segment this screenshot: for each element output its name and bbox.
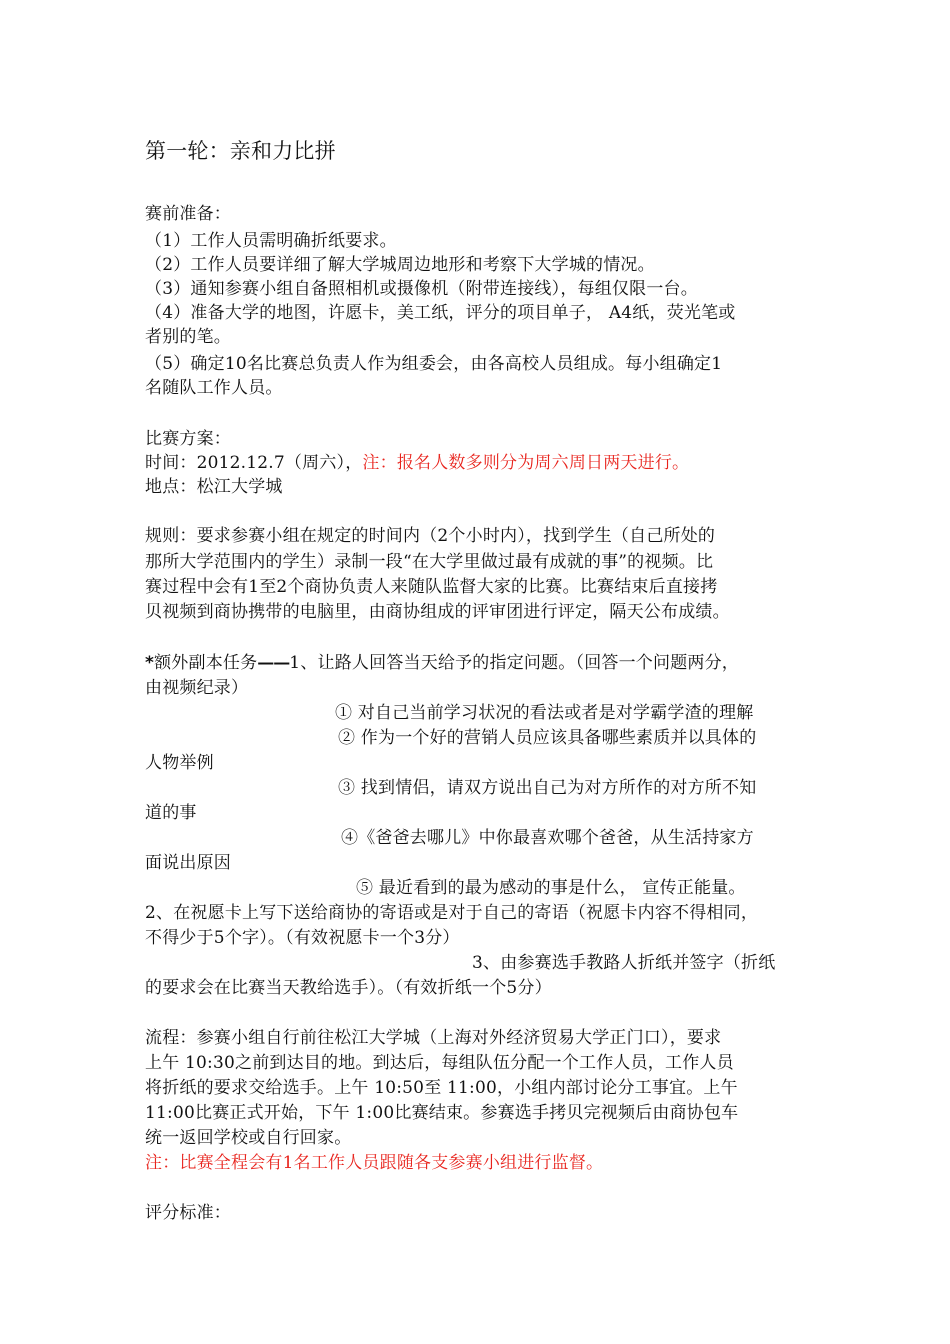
prep-item-3: （3）通知参赛小组自备照相机或摄像机（附带连接线），每组仅限一台。 <box>145 279 698 299</box>
prep-item-4-cont: 者别的笔。 <box>145 327 231 347</box>
question-4-cont: 面说出原因 <box>145 853 231 873</box>
plan-time-label: 时间：2012.12.7（周六）， <box>145 453 363 473</box>
rules-line-3: 赛过程中会有1至2个商协负责人来随队监督大家的比赛。比赛结束后直接拷 <box>145 577 718 597</box>
question-1: ① 对自己当前学习状况的看法或者是对学霸学渣的理解 <box>335 703 754 723</box>
rules-line-2: 那所大学范围内的学生）录制一段“在大学里做过最有成就的事”的视频。比 <box>145 552 714 572</box>
question-3: ③ 找到情侣，请双方说出自己为对方所作的对方所不知 <box>338 778 757 798</box>
question-5: ⑤ 最近看到的最为感动的事是什么， 宣传正能量。 <box>356 878 746 898</box>
flow-line-4: 11:00比赛正式开始，下午 1:00比赛结束。参赛选手拷贝完视频后由商协包车 <box>145 1103 739 1123</box>
question-4: ④《爸爸去哪儿》中你最喜欢哪个爸爸，从生活持家方 <box>341 828 754 848</box>
task-2-cont: 不得少于5个字）。（有效祝愿卡一个3分） <box>145 928 460 948</box>
prep-item-2: （2）工作人员要详细了解大学城周边地形和考察下大学城的情况。 <box>145 255 655 275</box>
rules-line-1: 规则：要求参赛小组在规定的时间内（2个小时内），找到学生（自己所处的 <box>145 526 716 546</box>
flow-line-2: 上午 10:30之前到达目的地。到达后，每组队伍分配一个工作人员，工作人员 <box>145 1053 734 1073</box>
plan-time <box>145 451 689 475</box>
em-dash: —— <box>257 653 290 673</box>
scoring-heading: 评分标准： <box>145 1203 231 1223</box>
prep-item-4: （4）准备大学的地图，许愿卡，美工纸，评分的项目单子， A4纸，荧光笔或 <box>145 303 736 323</box>
document-page <box>145 0 810 1344</box>
extra-task-line-2: 由视频纪录） <box>145 678 249 698</box>
rules-line-4: 贝视频到商协携带的电脑里，由商协组成的评审团进行评定，隔天公布成绩。 <box>145 602 730 622</box>
prep-heading: 赛前准备： <box>145 204 231 224</box>
plan-time-note: 注：报名人数多则分为周六周日两天进行。 <box>362 453 690 473</box>
task-3: 3、由参赛选手教路人折纸并签字（折纸 <box>472 953 776 973</box>
plan-place: 地点：松江大学城 <box>145 477 283 497</box>
extra-task-heading: 额外副本任务 <box>154 653 258 673</box>
flow-line-1: 流程：参赛小组自行前往松江大学城（上海对外经济贸易大学正门口），要求 <box>145 1028 722 1048</box>
asterisk-mark: * <box>145 653 155 673</box>
prep-item-5: （5）确定10名比赛总负责人作为组委会，由各高校人员组成。每小组确定1 <box>145 354 723 374</box>
flow-line-5: 统一返回学校或自行回家。 <box>145 1128 352 1148</box>
plan-heading: 比赛方案： <box>145 429 231 449</box>
extra-task-1: 1、让路人回答当天给予的指定问题。（回答一个问题两分， <box>289 653 740 673</box>
prep-item-1: （1）工作人员需明确折纸要求。 <box>145 231 397 251</box>
question-2-cont: 人物举例 <box>145 753 214 773</box>
flow-line-3: 将折纸的要求交给选手。上午 10:50至 11:00，小组内部讨论分工事宜。上午 <box>145 1078 738 1098</box>
extra-task-line-1 <box>145 651 739 675</box>
question-3-cont: 道的事 <box>145 803 197 823</box>
page-title: 第一轮：亲和力比拼 <box>145 139 336 163</box>
task-2: 2、在祝愿卡上写下送给商协的寄语或是对于自己的寄语（祝愿卡内容不得相同， <box>145 903 759 923</box>
prep-item-5-cont: 名随队工作人员。 <box>145 378 283 398</box>
task-3-cont: 的要求会在比赛当天教给选手）。（有效折纸一个5分） <box>145 978 552 998</box>
question-2: ② 作为一个好的营销人员应该具备哪些素质并以具体的 <box>338 728 757 748</box>
flow-note: 注：比赛全程会有1名工作人员跟随各支参赛小组进行监督。 <box>145 1153 604 1173</box>
